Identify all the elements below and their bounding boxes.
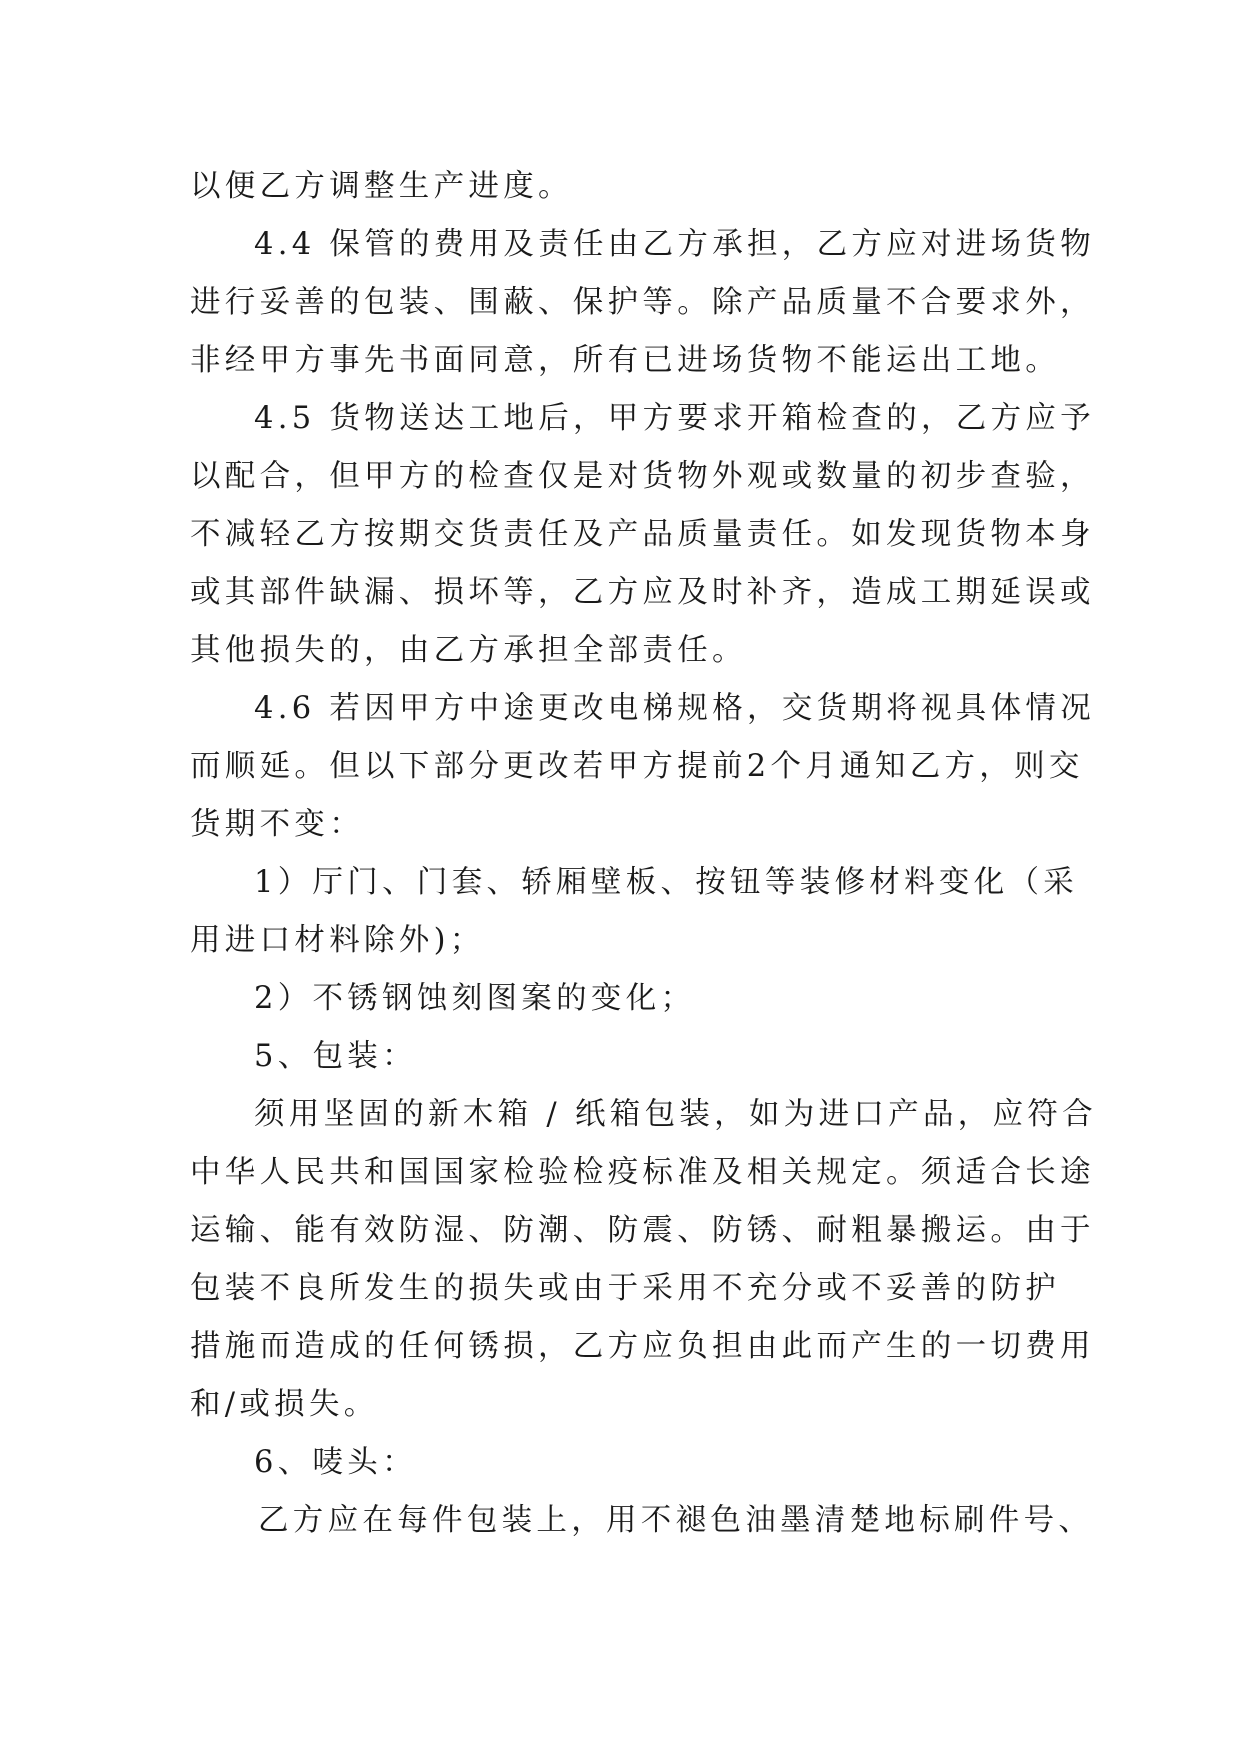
text-line: 用进口材料除外)； (190, 923, 485, 958)
text-line: 而顺延。但以下部分更改若甲方提前2个月通知乙方，则交 (190, 749, 1084, 784)
text-line: 2）不锈钢蚀刻图案的变化； (254, 981, 696, 1016)
text-line: 4.4 保管的费用及责任由乙方承担，乙方应对进场货物 (254, 227, 1095, 262)
text-line: 中华人民共和国国家检验检疫标准及相关规定。须适合长途 (190, 1155, 1095, 1190)
text-line: 乙方应在每件包装上，用不褪色油墨清楚地标刷件号、 (258, 1503, 1094, 1538)
text-line: 以配合，但甲方的检查仅是对货物外观或数量的初步查验， (190, 459, 1095, 494)
text-line: 和/或损失。 (190, 1387, 379, 1422)
text-line: 进行妥善的包装、围蔽、保护等。除产品质量不合要求外， (190, 285, 1095, 320)
text-line: 须用坚固的新木箱 / 纸箱包装，如为进口产品，应符合 (254, 1097, 1097, 1132)
text-line: 或其部件缺漏、损坏等，乙方应及时补齐，造成工期延误或 (190, 575, 1095, 610)
text-line: 包装不良所发生的损失或由于采用不充分或不妥善的防护 (190, 1271, 1060, 1306)
text-line: 其他损失的，由乙方承担全部责任。 (190, 633, 747, 668)
text-line: 4.5 货物送达工地后，甲方要求开箱检查的，乙方应予 (254, 401, 1095, 436)
text-line: 不减轻乙方按期交货责任及产品质量责任。如发现货物本身 (190, 517, 1095, 552)
text-line: 1）厅门、门套、轿厢壁板、按钮等装修材料变化（采 (254, 865, 1079, 900)
text-line: 运输、能有效防湿、防潮、防震、防锈、耐粗暴搬运。由于 (190, 1213, 1095, 1248)
text-line: 以便乙方调整生产进度。 (190, 169, 573, 204)
text-line: 货期不变： (190, 807, 364, 842)
text-line: 4.6 若因甲方中途更改电梯规格，交货期将视具体情况 (254, 691, 1095, 726)
section-heading: 6、唛头： (254, 1445, 417, 1480)
text-line: 非经甲方事先书面同意，所有已进场货物不能运出工地。 (190, 343, 1060, 378)
section-heading: 5、包装： (254, 1039, 417, 1074)
text-line: 措施而造成的任何锈损，乙方应负担由此而产生的一切费用 (190, 1329, 1095, 1364)
